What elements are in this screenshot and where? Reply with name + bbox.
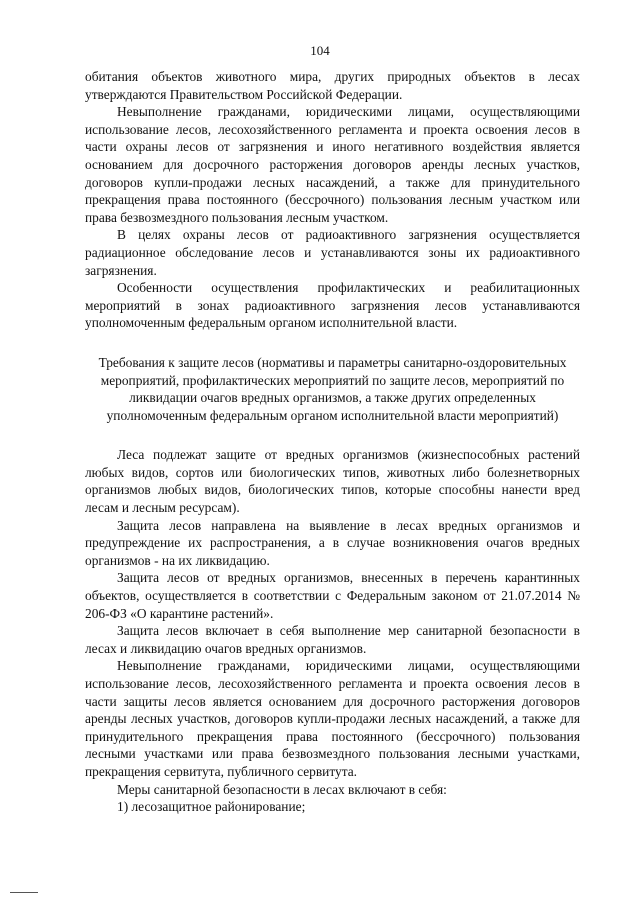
document-body <box>85 68 580 816</box>
paragraph-radiation-survey: В целях охраны лесов от радиоактивного загрязнения осуществляется радиационное обследование лесов и устанавливаются зоны их радиоактивного загрязнения. <box>85 227 580 278</box>
footer-divider <box>10 892 38 893</box>
paragraph-protection-aim: Защита лесов направлена на выявление в лесах вредных организмов и предупреждение их распространения, а в случае возникновения очагов вредных организмов - на их ликвидацию. <box>85 517 580 568</box>
section-heading: Требования к защите лесов (нормативы и параметры санитарно-оздоровительных мероприятий, профилактических мероприятий по защите лесов, мероприятий по ликвидации очагов вредных организмов, а также других определенных уполномоченным федеральным органом исполнительной власти мероприятий) <box>98 354 567 423</box>
paragraph-sanitary-measures: Меры санитарной безопасности в лесах включают в себя: <box>117 781 447 797</box>
paragraph-non-compliance-protection: Невыполнение гражданами, юридическими лицами, осуществляющими использование лесов, лесохозяйственного регламента и проекта освоения лесов в части охраны лесов от загрязнения и иного негативного воздействия является основанием для досрочного расторжения договоров аренды лесных участков, договоров купли-продажи лесных насаждений, а также для принудительного прекращения права постоянного (бессрочного) пользования лесным участком или права безвозмездного пользования лесным участком. <box>85 104 580 225</box>
paragraph-protection-includes: Защита лесов включает в себя выполнение мер санитарной безопасности в лесах и ликвидацию очагов вредных организмов. <box>85 623 580 656</box>
paragraph-non-compliance-defense: Невыполнение гражданами, юридическими лицами, осуществляющими использование лесов, лесохозяйственного регламента и проекта освоения лесов в части защиты лесов является основанием для досрочного расторжения договоров аренды лесных участков, договоров купли-продажи лесных насаждений, а также для принудительного прекращения права постоянного (бессрочного) пользования лесными участками или права безвозмездного пользования лесными участками, прекращения сервитута, публичного сервитута. <box>85 658 580 779</box>
paragraph-pest-protection: Леса подлежат защите от вредных организмов (жизнеспособных растений любых видов, сортов или биологических типов, животных либо болезнетворных организмов любых видов, биологических типов, которые способны нанести вред лесам и лесным ресурсам). <box>85 447 580 516</box>
page-number: 104 <box>310 43 330 58</box>
list-item-zoning: 1) лесозащитное районирование; <box>117 799 306 815</box>
paragraph-quarantine: Защита лесов от вредных организмов, внесенных в перечень карантинных объектов, осуществляется в соответствии с Федеральным законом от 21.07.2014 № 206-ФЗ «О карантине растений». <box>85 570 580 621</box>
paragraph-radiation-measures: Особенности осуществления профилактических и реабилитационных мероприятий в зонах радиоактивного загрязнения лесов устанавливаются уполномоченным федеральным органом исполнительной власти. <box>85 280 580 331</box>
paragraph-continuation: обитания объектов животного мира, других природных объектов в лесах утверждаются Правительством Российской Федерации. <box>85 69 580 102</box>
